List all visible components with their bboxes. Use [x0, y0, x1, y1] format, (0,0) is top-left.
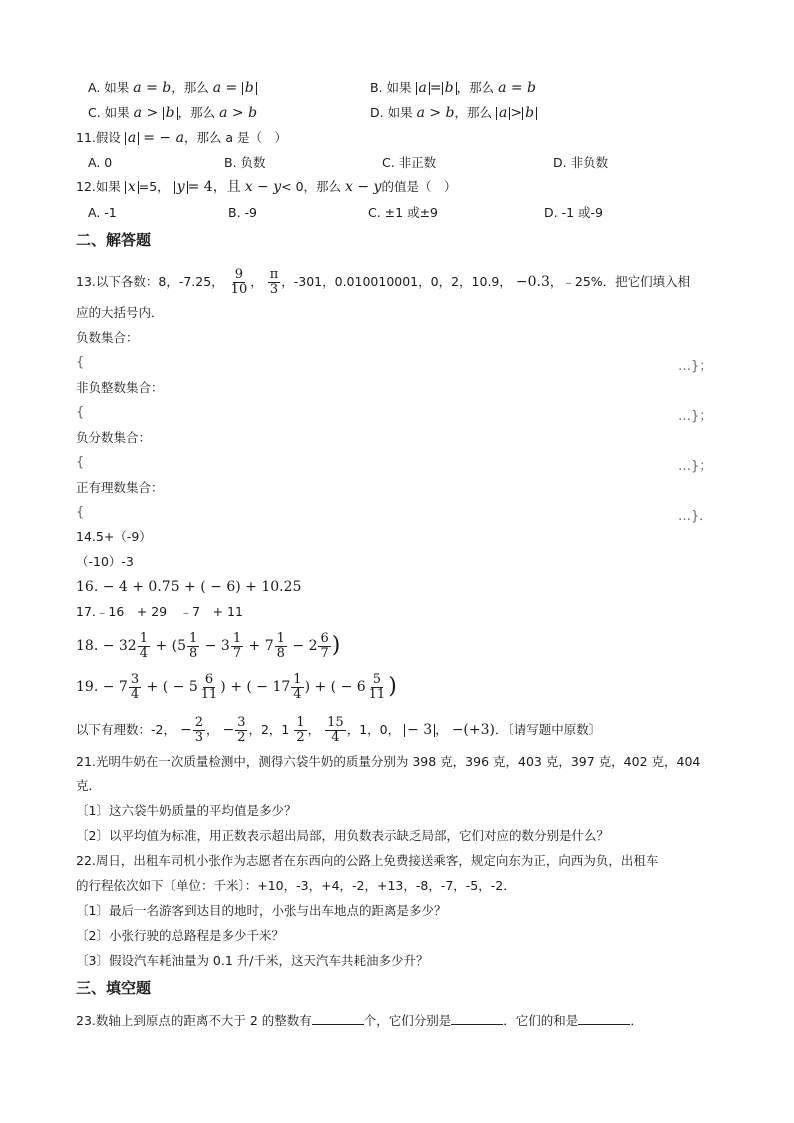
q10-a-mid: ，那么 [171, 80, 209, 95]
frac-num: 5 [372, 671, 382, 687]
q21-part1: 〔1〕这六袋牛奶质量的平均值是多少？ [76, 803, 297, 818]
q23-t1: 23.数轴上到原点的距离不大于 2 的整数有 [76, 1013, 312, 1028]
q18-frac4 [275, 632, 287, 661]
q13-tail: ，﹣25%．把它们填入相 [549, 274, 691, 289]
q19-pre: 19. − 7 [76, 679, 128, 695]
set-label-negative-fraction: 负分数集合： [76, 430, 152, 445]
q10-a-res: a = [212, 80, 242, 96]
q19-frac2 [199, 673, 220, 702]
frac-num: 3 [237, 715, 246, 730]
q10-d-mid: ，那么 [454, 105, 493, 120]
section-heading-fill: 三、填空题 [76, 979, 152, 997]
q10-c-mid: ，那么 [177, 105, 216, 120]
q19-frac1 [129, 673, 141, 702]
q18-op2: − 3 [200, 638, 230, 654]
frac-num: 1 [189, 630, 198, 646]
q22-part2: 〔2〕小张行驶的总路程是多少千米？ [76, 928, 284, 943]
q13-lead: 13.以下各数：8，-7.25， [76, 274, 224, 289]
q13-frac2-den: 3 [269, 282, 279, 297]
frac-den: 4 [139, 645, 148, 661]
q12-option-c: C. ±1 或±9 [368, 205, 439, 220]
set-close-brace: …}； [678, 409, 713, 424]
q18 [76, 631, 340, 661]
q21-line2: 克． [76, 778, 102, 793]
q23-blank-sum[interactable] [578, 1012, 630, 1025]
q20-abs: − 3 [404, 724, 435, 737]
q22-part3: 〔3〕假设汽车耗油量为 0.1 升/千米，这天汽车共耗油多少升？ [76, 953, 429, 968]
q12-abs-x: x [125, 181, 139, 194]
q10-d-abs1: a [496, 107, 510, 120]
q10-c-res: a > b [219, 105, 258, 121]
q10-d-cond: a > b [416, 105, 455, 121]
frac-num: 1 [296, 715, 305, 730]
q20 [76, 715, 601, 745]
q10-option-d [370, 104, 537, 122]
set-open-brace: { [76, 355, 85, 370]
q22-part1: 〔1〕最后一名游客到达目的地时，小张与出车地点的距离是多少？ [76, 903, 447, 918]
q19-op2: ) + ( − 17 [220, 679, 291, 695]
q18-op1: + (5 [151, 638, 186, 654]
q13-frac-pi-3 [268, 268, 281, 297]
q18-frac2 [187, 632, 199, 661]
q10-a-abs: b [242, 82, 257, 95]
q20-c4: ，1，0， [346, 722, 401, 737]
q18-frac5 [318, 632, 330, 661]
q10-c-label: C. 如果 [88, 105, 130, 120]
q15: （-10）-3 [76, 554, 134, 569]
set-open-brace: { [76, 405, 85, 420]
q11-option-a: A. 0 [88, 155, 113, 170]
frac-num: 1 [293, 671, 302, 687]
frac-den: 7 [232, 645, 242, 661]
q18-close-paren: ) [331, 633, 341, 658]
q11-option-d: D. 非负数 [553, 155, 609, 170]
q20-c2: ，2，1 [248, 722, 290, 737]
frac-num: 3 [130, 671, 140, 687]
q20-frac3 [294, 716, 306, 745]
q10-option-c [88, 104, 257, 122]
q10-c-abs: b [163, 107, 178, 120]
q18-op3: + 7 [244, 638, 274, 654]
frac-num: 1 [276, 630, 285, 646]
q11-suffix: ，那么 a 是（ ） [183, 130, 288, 145]
q10-b-mid: ，那么 [456, 80, 495, 95]
q23-t4: ． [630, 1013, 643, 1028]
q10-b-abs2: b [442, 82, 457, 95]
q10-option-a [88, 79, 257, 97]
q13-frac1-den: 10 [230, 282, 248, 297]
set-label-positive-rational: 正有理数集合： [76, 480, 164, 495]
q10-b-abs1: a [416, 82, 430, 95]
q12-option-b: B. -9 [228, 205, 257, 220]
q11-stem [76, 129, 287, 147]
q12-prefix: 12.如果 [76, 179, 121, 194]
q10-a-cond: a = b [133, 80, 172, 96]
frac-num: 15 [327, 715, 344, 730]
q14: 14.5+（-9） [76, 529, 152, 544]
q13-repeating-decimal: −0.3 [515, 274, 550, 290]
frac-num: 1 [139, 630, 148, 646]
q13-mid: ，-301，0.010010001，0，2，10.9， [281, 274, 512, 289]
q18-frac1 [138, 632, 150, 661]
q23-blank-count[interactable] [312, 1012, 364, 1025]
q10-d-abs2: b [522, 107, 537, 120]
q19-close-paren: ) [388, 674, 397, 699]
q17: 17.﹣16 + 29 ﹣7 + 11 [76, 604, 243, 619]
set-label-nonneg-integer: 非负整数集合： [76, 380, 164, 395]
q13-line2: 应的大括号内． [76, 305, 164, 320]
q19-op3: ) + ( − 6 [304, 679, 366, 695]
q10-a-label: A. 如果 [88, 80, 130, 95]
frac-den: 7 [320, 645, 329, 661]
q20-c3: ， [307, 722, 321, 737]
q10-c-cond: a > [133, 105, 163, 121]
q10-b-label: B. 如果 [370, 80, 412, 95]
q19-op1: + ( − 5 [142, 679, 198, 695]
q18-pre: 18. − 32 [76, 638, 137, 654]
q20-lead: 以下有理数：-2， [76, 722, 176, 737]
q13-stem [76, 268, 690, 297]
q16: 16. − 4 + 0.75 + ( − 6) + 10.25 [76, 579, 302, 595]
q12-s4: 的值是（ ） [381, 179, 457, 194]
set-close-brace: …}； [678, 359, 713, 374]
q20-neg-paren: −(+3) [451, 722, 495, 738]
set-label-negative: 负数集合： [76, 330, 139, 345]
q23 [76, 1012, 643, 1030]
set-open-brace: { [76, 505, 85, 520]
frac-den: 11 [200, 686, 218, 702]
frac-den: 2 [296, 730, 305, 745]
set-close-brace: …}． [678, 509, 713, 524]
frac-num: 1 [232, 630, 242, 646]
q20-frac2 [235, 716, 247, 745]
q10-d-label: D. 如果 [370, 105, 413, 120]
q11-prefix: 11.假设 [76, 130, 121, 145]
q12-option-d: D. -1 或-9 [544, 205, 603, 220]
q10-b-eq: = [429, 80, 442, 96]
set-close-brace: …}； [678, 459, 713, 474]
frac-num: 2 [194, 715, 203, 730]
q20-tail: ．〔请写题中原数〕 [494, 722, 602, 737]
q11-abs: a [125, 132, 139, 145]
q10-b-res: a = b [498, 80, 537, 96]
frac-den: 4 [331, 730, 340, 745]
q23-t2: 个，它们分别是 [363, 1013, 452, 1028]
q11-eq: = − a [143, 130, 184, 146]
frac-den: 2 [237, 730, 246, 745]
frac-den: 4 [293, 686, 302, 702]
section-heading-answer: 二、解答题 [76, 231, 152, 249]
q12-expr2: x − y [345, 179, 382, 195]
q20-frac1 [193, 716, 205, 745]
q23-t3: ．它们的和是 [503, 1013, 579, 1028]
q12-option-a: A. -1 [88, 205, 117, 220]
q10-d-gt: > [510, 105, 523, 121]
q10-option-b [370, 79, 536, 97]
q20-c5: ， [435, 722, 448, 737]
q19 [76, 672, 397, 702]
q13-frac-9-10 [229, 268, 250, 297]
frac-num: 6 [204, 671, 214, 687]
q12-expr1: x − y [244, 179, 282, 195]
q12-stem [76, 178, 456, 196]
frac-num: 6 [320, 630, 329, 646]
q20-frac4 [325, 716, 346, 745]
frac-den: 4 [130, 686, 140, 702]
q22-line1: 22.周日，出租车司机小张作为志愿者在东西向的公路上免费接送乘客，规定向东为正，向西为负，出租车 [76, 853, 659, 868]
frac-den: 8 [189, 645, 198, 661]
q12-s2: = 4，且 [187, 179, 241, 195]
q12-abs-y: y [174, 181, 188, 194]
q19-frac4 [367, 673, 388, 702]
frac-den: 3 [194, 730, 203, 745]
q18-op4: − 2 [287, 638, 318, 654]
q13-frac1-num: 9 [234, 267, 244, 282]
q13-comma: ， [250, 274, 263, 289]
q12-s3: < 0，那么 [281, 179, 342, 194]
q18-frac3 [231, 632, 243, 661]
q23-blank-list[interactable] [451, 1012, 503, 1025]
set-open-brace: { [76, 455, 85, 470]
q21-line1: 21.光明牛奶在一次质量检测中，测得六袋牛奶的质量分别为 398 克，396 克，403 克，397 克，402 克，404 [76, 754, 701, 769]
q19-frac3 [291, 673, 303, 702]
frac-den: 11 [368, 686, 386, 702]
q20-neg1: − [179, 722, 192, 738]
q20-c1: ， [205, 722, 219, 737]
q11-option-c: C. 非正数 [382, 155, 437, 170]
q12-s1: =5， [138, 179, 170, 194]
q11-option-b: B. 负数 [224, 155, 266, 170]
q21-part2: 〔2〕以平均值为标准，用正数表示超出局部，用负数表示缺乏局部，它们对应的数分别是什么？ [76, 828, 609, 843]
q13-frac2-num: π [269, 267, 279, 282]
q20-neg2: − [222, 722, 235, 738]
q22-line2: 的行程依次如下〔单位：千米〕：+10，-3，+4，-2，+13，-8，-7，-5，-2． [76, 878, 516, 893]
frac-den: 8 [276, 645, 285, 661]
